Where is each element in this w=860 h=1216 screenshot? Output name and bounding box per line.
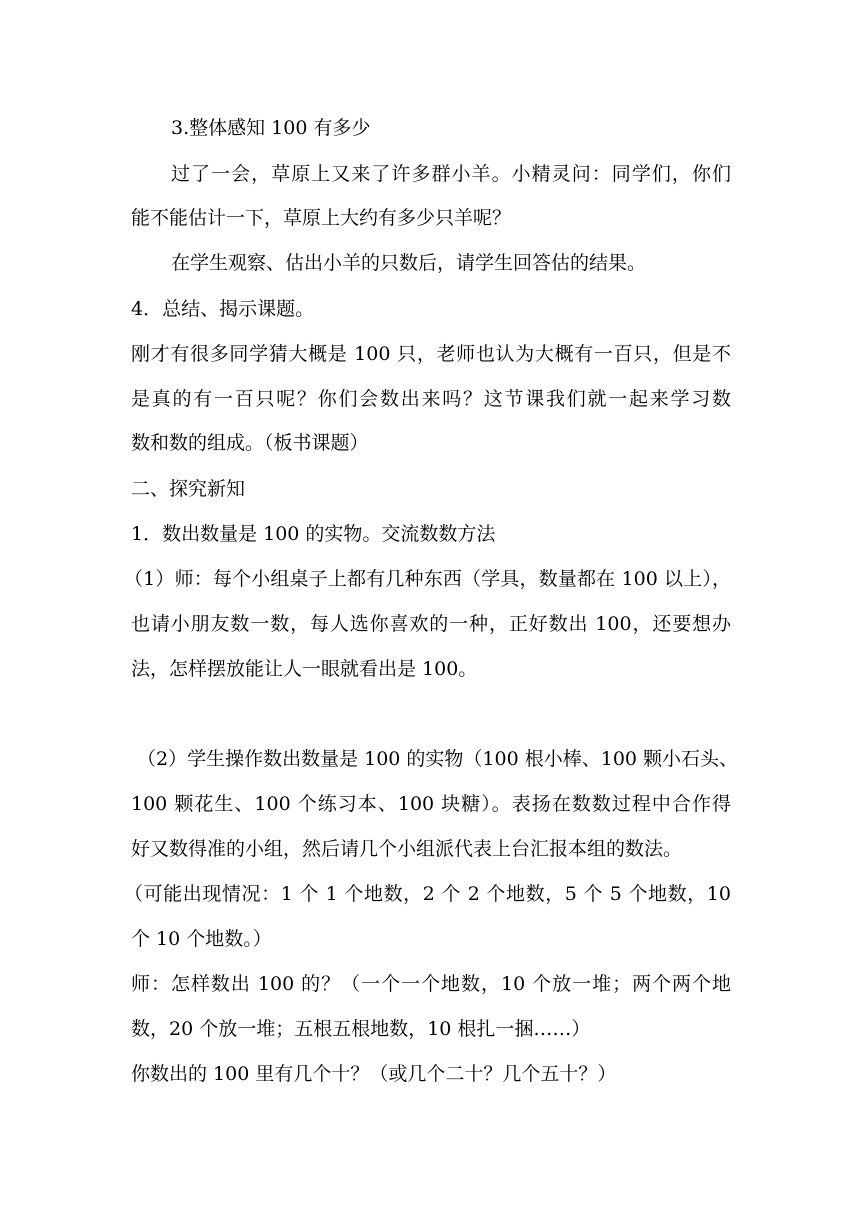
section-heading-explore: 二、探究新知 [131, 478, 246, 500]
paragraph-line: （2）学生操作数出数量是 100 的实物（100 根小棒、100 颗小石头、 [137, 748, 739, 770]
paragraph-line: 师：怎样数出 100 的？（一个一个地数，10 个放一堆；两个两个地 [131, 973, 731, 995]
paragraph-line: 过了一会，草原上又来了许多群小羊。小精灵问：同学们，你们 [171, 163, 731, 185]
paragraph-line: 能不能估计一下，草原上大约有多少只羊呢？ [131, 207, 512, 229]
paragraph-line: 个 10 个地数。） [131, 928, 272, 950]
subsection-heading-1: 1．数出数量是 100 的实物。交流数数方法 [131, 523, 496, 545]
paragraph-line: 你数出的 100 里有几个十？（或几个二十？几个五十？） [131, 1063, 617, 1085]
paragraph-line: 数和数的组成。（板书课题） [131, 432, 369, 454]
paragraph-line: 法，怎样摆放能让人一眼就看出是 100。 [131, 658, 478, 680]
paragraph-line: （可能出现情况：1 个 1 个地数，2 个 2 个地数，5 个 5 个地数，10 [124, 883, 731, 905]
paragraph-line: 100 颗花生、100 个练习本、100 块糖）。表扬在数数过程中合作得 [131, 793, 731, 815]
paragraph-line: 也请小朋友数一数，每人选你喜欢的一种，正好数出 100，还要想办 [131, 613, 731, 635]
paragraph-line: 好又数得准的小组，然后请几个小组派代表上台汇报本组的数法。 [131, 838, 683, 860]
section-heading-4: 4．总结、揭示课题。 [131, 298, 315, 320]
paragraph-line: 数，20 个放一堆；五根五根地数，10 根扎一捆……） [131, 1018, 591, 1040]
paragraph-line: 是真的有一百只呢？你们会数出来吗？这节课我们就一起来学习数 [131, 388, 731, 410]
paragraph-line: （1）师：每个小组桌子上都有几种东西（学具，数量都在 100 以上）， [124, 568, 731, 590]
section-heading-3: 3.整体感知 100 有多少 [171, 117, 371, 139]
paragraph-line: 在学生观察、估出小羊的只数后，请学生回答估的结果。 [171, 252, 647, 274]
paragraph-line: 刚才有很多同学猜大概是 100 只，老师也认为大概有一百只，但是不 [131, 343, 731, 365]
